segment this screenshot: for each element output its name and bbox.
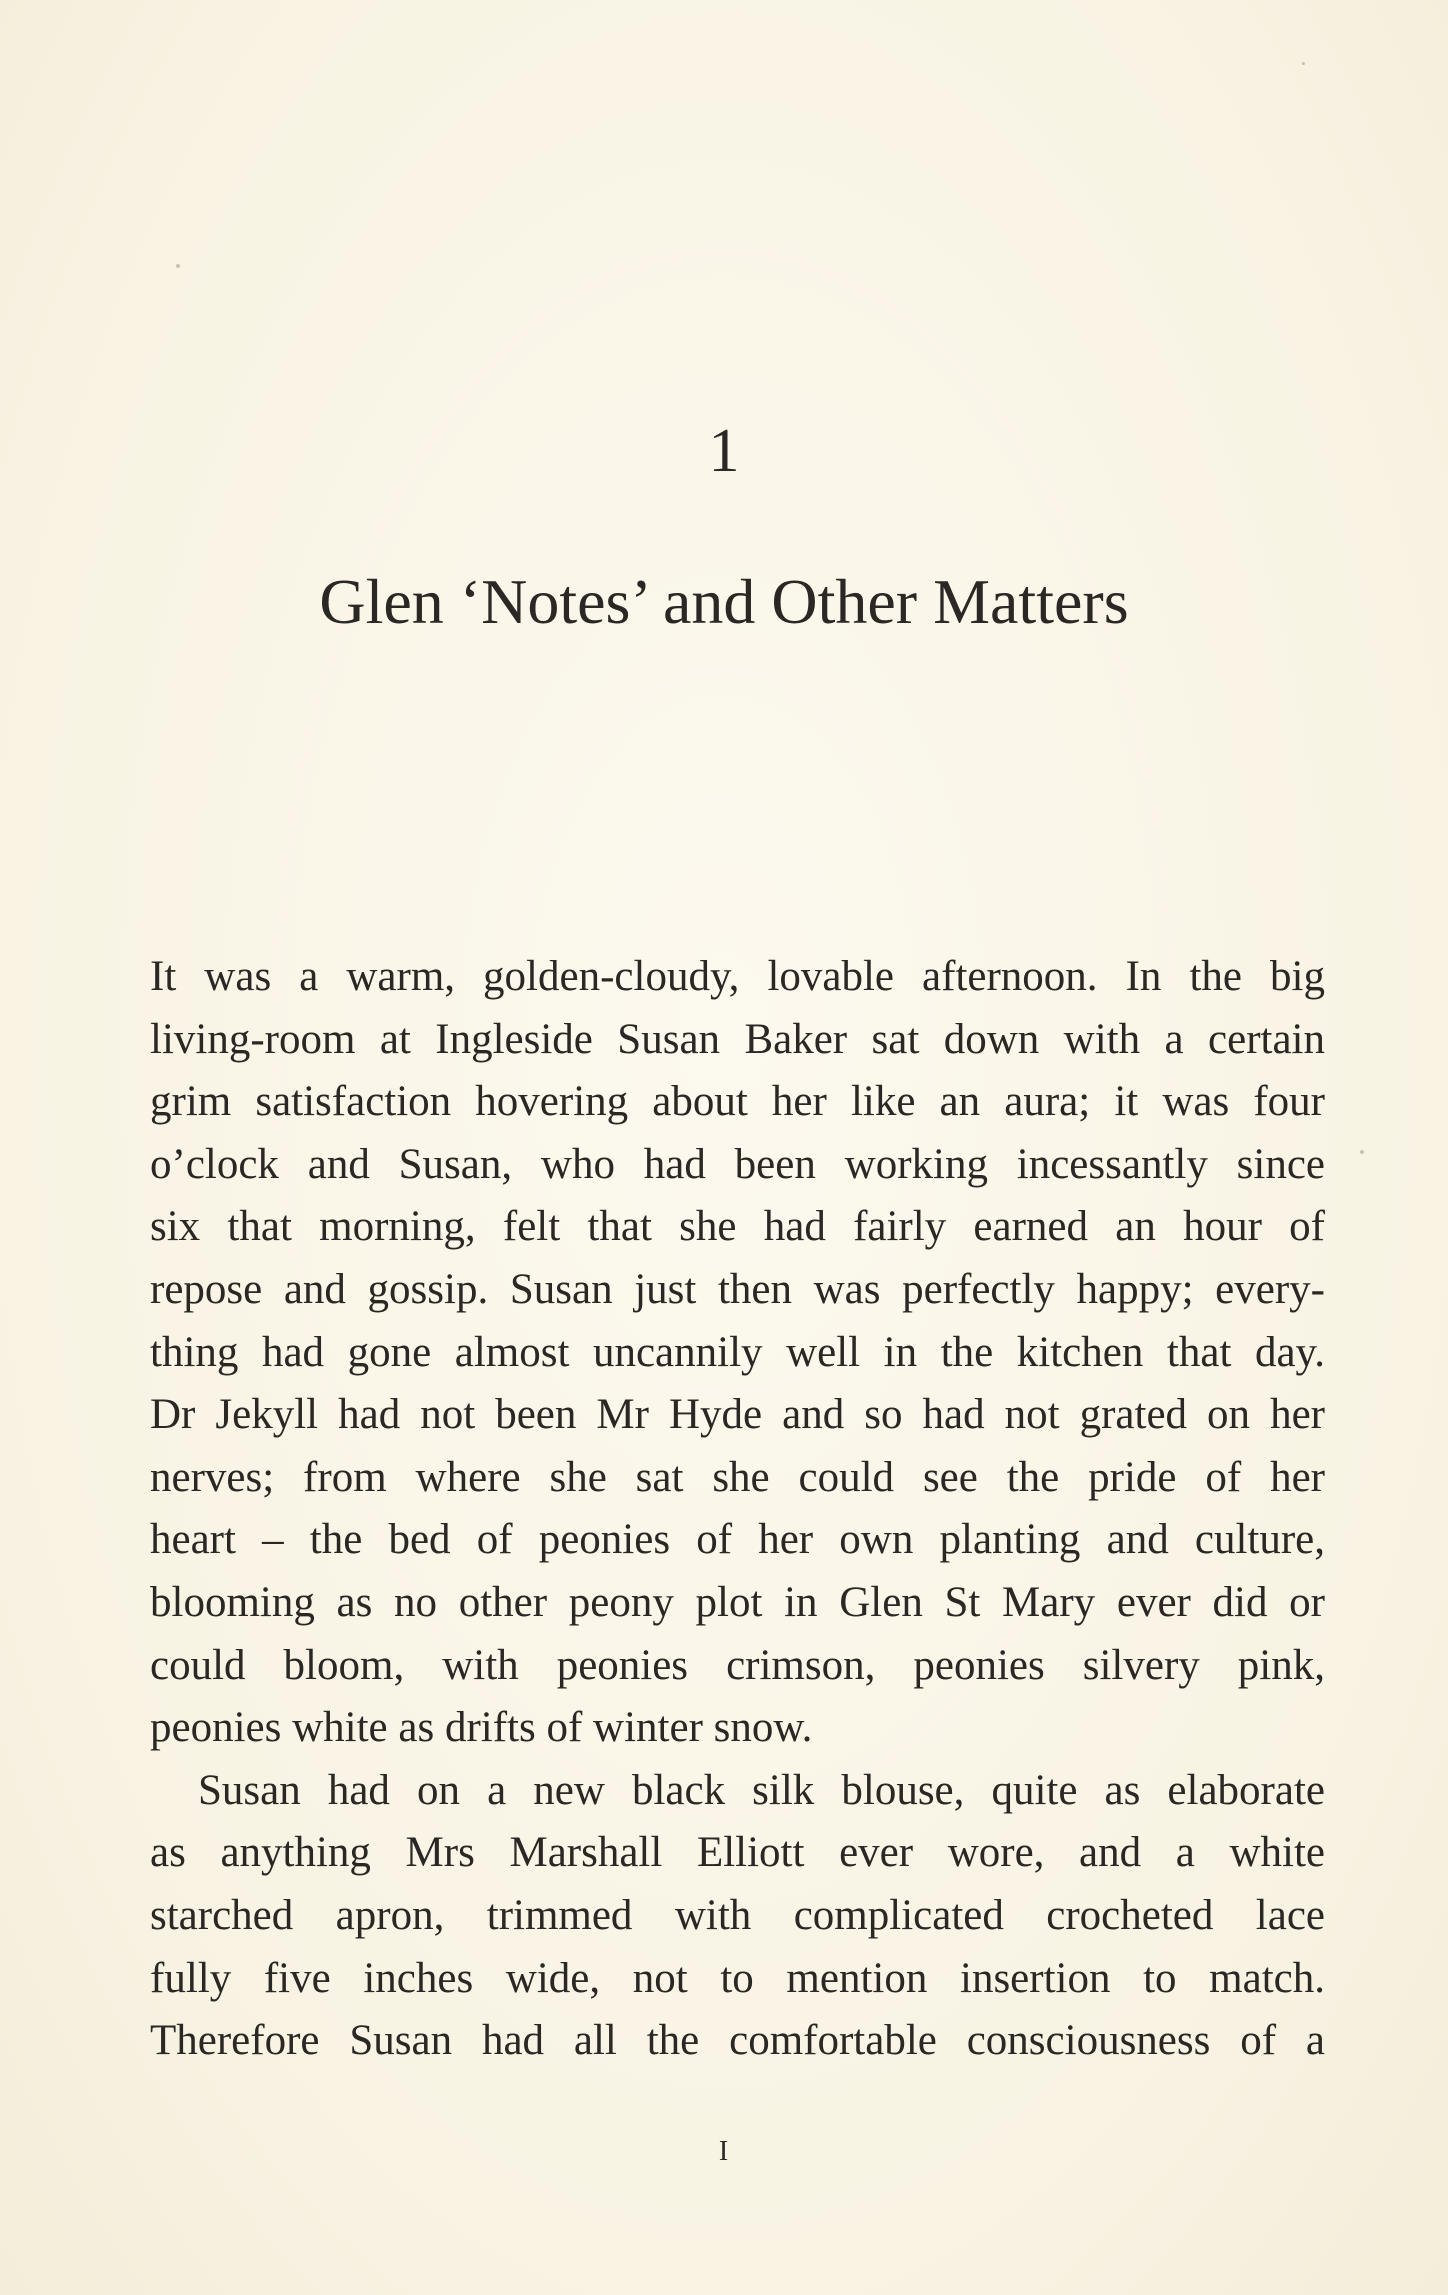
chapter-title: Glen ‘Notes’ and Other Matters <box>319 566 1129 637</box>
text-line: as anything Mrs Marshall Elliott ever wore, and a white <box>150 1829 1325 1877</box>
paper-speck <box>1302 62 1305 65</box>
text-line: Therefore Susan had all the comfortable consciousness of a <box>150 2017 1325 2065</box>
text-line: thing had gone almost uncannily well in the kitchen that day. <box>150 1328 1325 1376</box>
text-line: living-room at Ingleside Susan Baker sat down with a certain <box>150 1015 1325 1063</box>
text-line: heart – the bed of peonies of her own planting and culture, <box>150 1516 1325 1564</box>
body-text <box>150 946 1325 2073</box>
paper-speck <box>176 264 180 268</box>
text-line: It was a warm, golden-cloudy, lovable afternoon. In the big <box>150 953 1325 1000</box>
text-line: o’clock and Susan, who had been working incessantly since <box>150 1140 1325 1188</box>
text-line: starched apron, trimmed with complicated crocheted lace <box>150 1891 1325 1939</box>
text-line: six that morning, felt that she had fairly earned an hour of <box>150 1203 1325 1251</box>
text-line: fully five inches wide, not to mention insertion to match. <box>150 1954 1325 2002</box>
text-line: repose and gossip. Susan just then was perfectly happy; every- <box>150 1265 1325 1313</box>
text-line: grim satisfaction hovering about her like an aura; it was four <box>150 1078 1325 1126</box>
paper-speck <box>1360 1150 1364 1154</box>
chapter-number: 1 <box>708 417 740 485</box>
text-line: Dr Jekyll had not been Mr Hyde and so had not grated on her <box>150 1391 1325 1439</box>
text-line: could bloom, with peonies crimson, peonies silvery pink, <box>150 1641 1325 1689</box>
text-line: Susan had on a new black silk blouse, quite as elaborate <box>198 1766 1325 1814</box>
text-line: nerves; from where she sat she could see the pride of her <box>150 1453 1325 1501</box>
page-number: I <box>718 2136 730 2167</box>
paragraph <box>150 1760 1325 2073</box>
paragraph <box>150 946 1325 1760</box>
text-line: peonies white as drifts of winter snow. <box>150 1704 813 1752</box>
text-line: blooming as no other peony plot in Glen St Mary ever did or <box>150 1578 1325 1626</box>
